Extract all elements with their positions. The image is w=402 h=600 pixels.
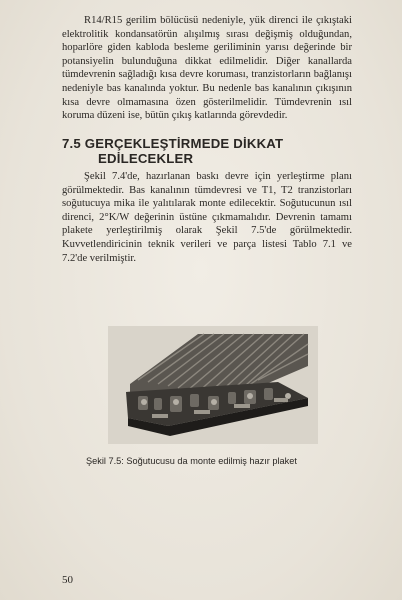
board-photo-illustration (108, 326, 318, 444)
figure-caption: Şekil 7.5: Soğutucusu da monte edilmiş hazır plaket (86, 456, 297, 466)
section-heading (62, 136, 362, 166)
body-paragraph-1: R14/R15 gerilim bölücüsü nedeniyle, yük direnci ile çıkıştaki elektrolitik kondansatörün alışılmış sırası değişmiş olduğundan, hoparlöre giden kabloda besleme geriliminin yarısı değerinde bir potansiyelin bulunduğuna dikkat edilmelidir. Diğer kanallarda tümdevrenin sağladığı kısa devre koruması, tranzistorların bağlanışı nedeniyle bas kanalında yoktur. Bu nedenle bas kanalının çıkışının kısa devre olmamasına özen gösterilmelidir. Tümdevrenin ısıl koruma düzeni ise, bütün çıkış katlarında görevdedir. (62, 15, 352, 122)
section-heading-line-2: EDİLECEKLER (98, 151, 194, 166)
body-paragraph-2: Şekil 7.4'de, hazırlanan baskı devre için yerleştirme planı görülmektedir. Bas kanalının tümdevresi ve T1, T2 tranzistorları soğutucuya mika ile yalıtılarak monte edilecektir. Soğutucunun ısıl direnci, 2°K/W değerinin üstüne çıkmamalıdır. Devrenin tamamı plakete yerleştirilmiş olarak Şekil 7.5'de görülmektedir. Kuvvetlendiricinin teknik verileri ve parça listesi Tablo 7.1 ve 7.2'de verilmiştir. (62, 171, 352, 264)
page-number: 50 (62, 574, 73, 586)
section-heading-line-1: 7.5 GERÇEKLEŞTİRMEDE DİKKAT (62, 136, 284, 151)
assembled-board-photo (108, 326, 318, 444)
